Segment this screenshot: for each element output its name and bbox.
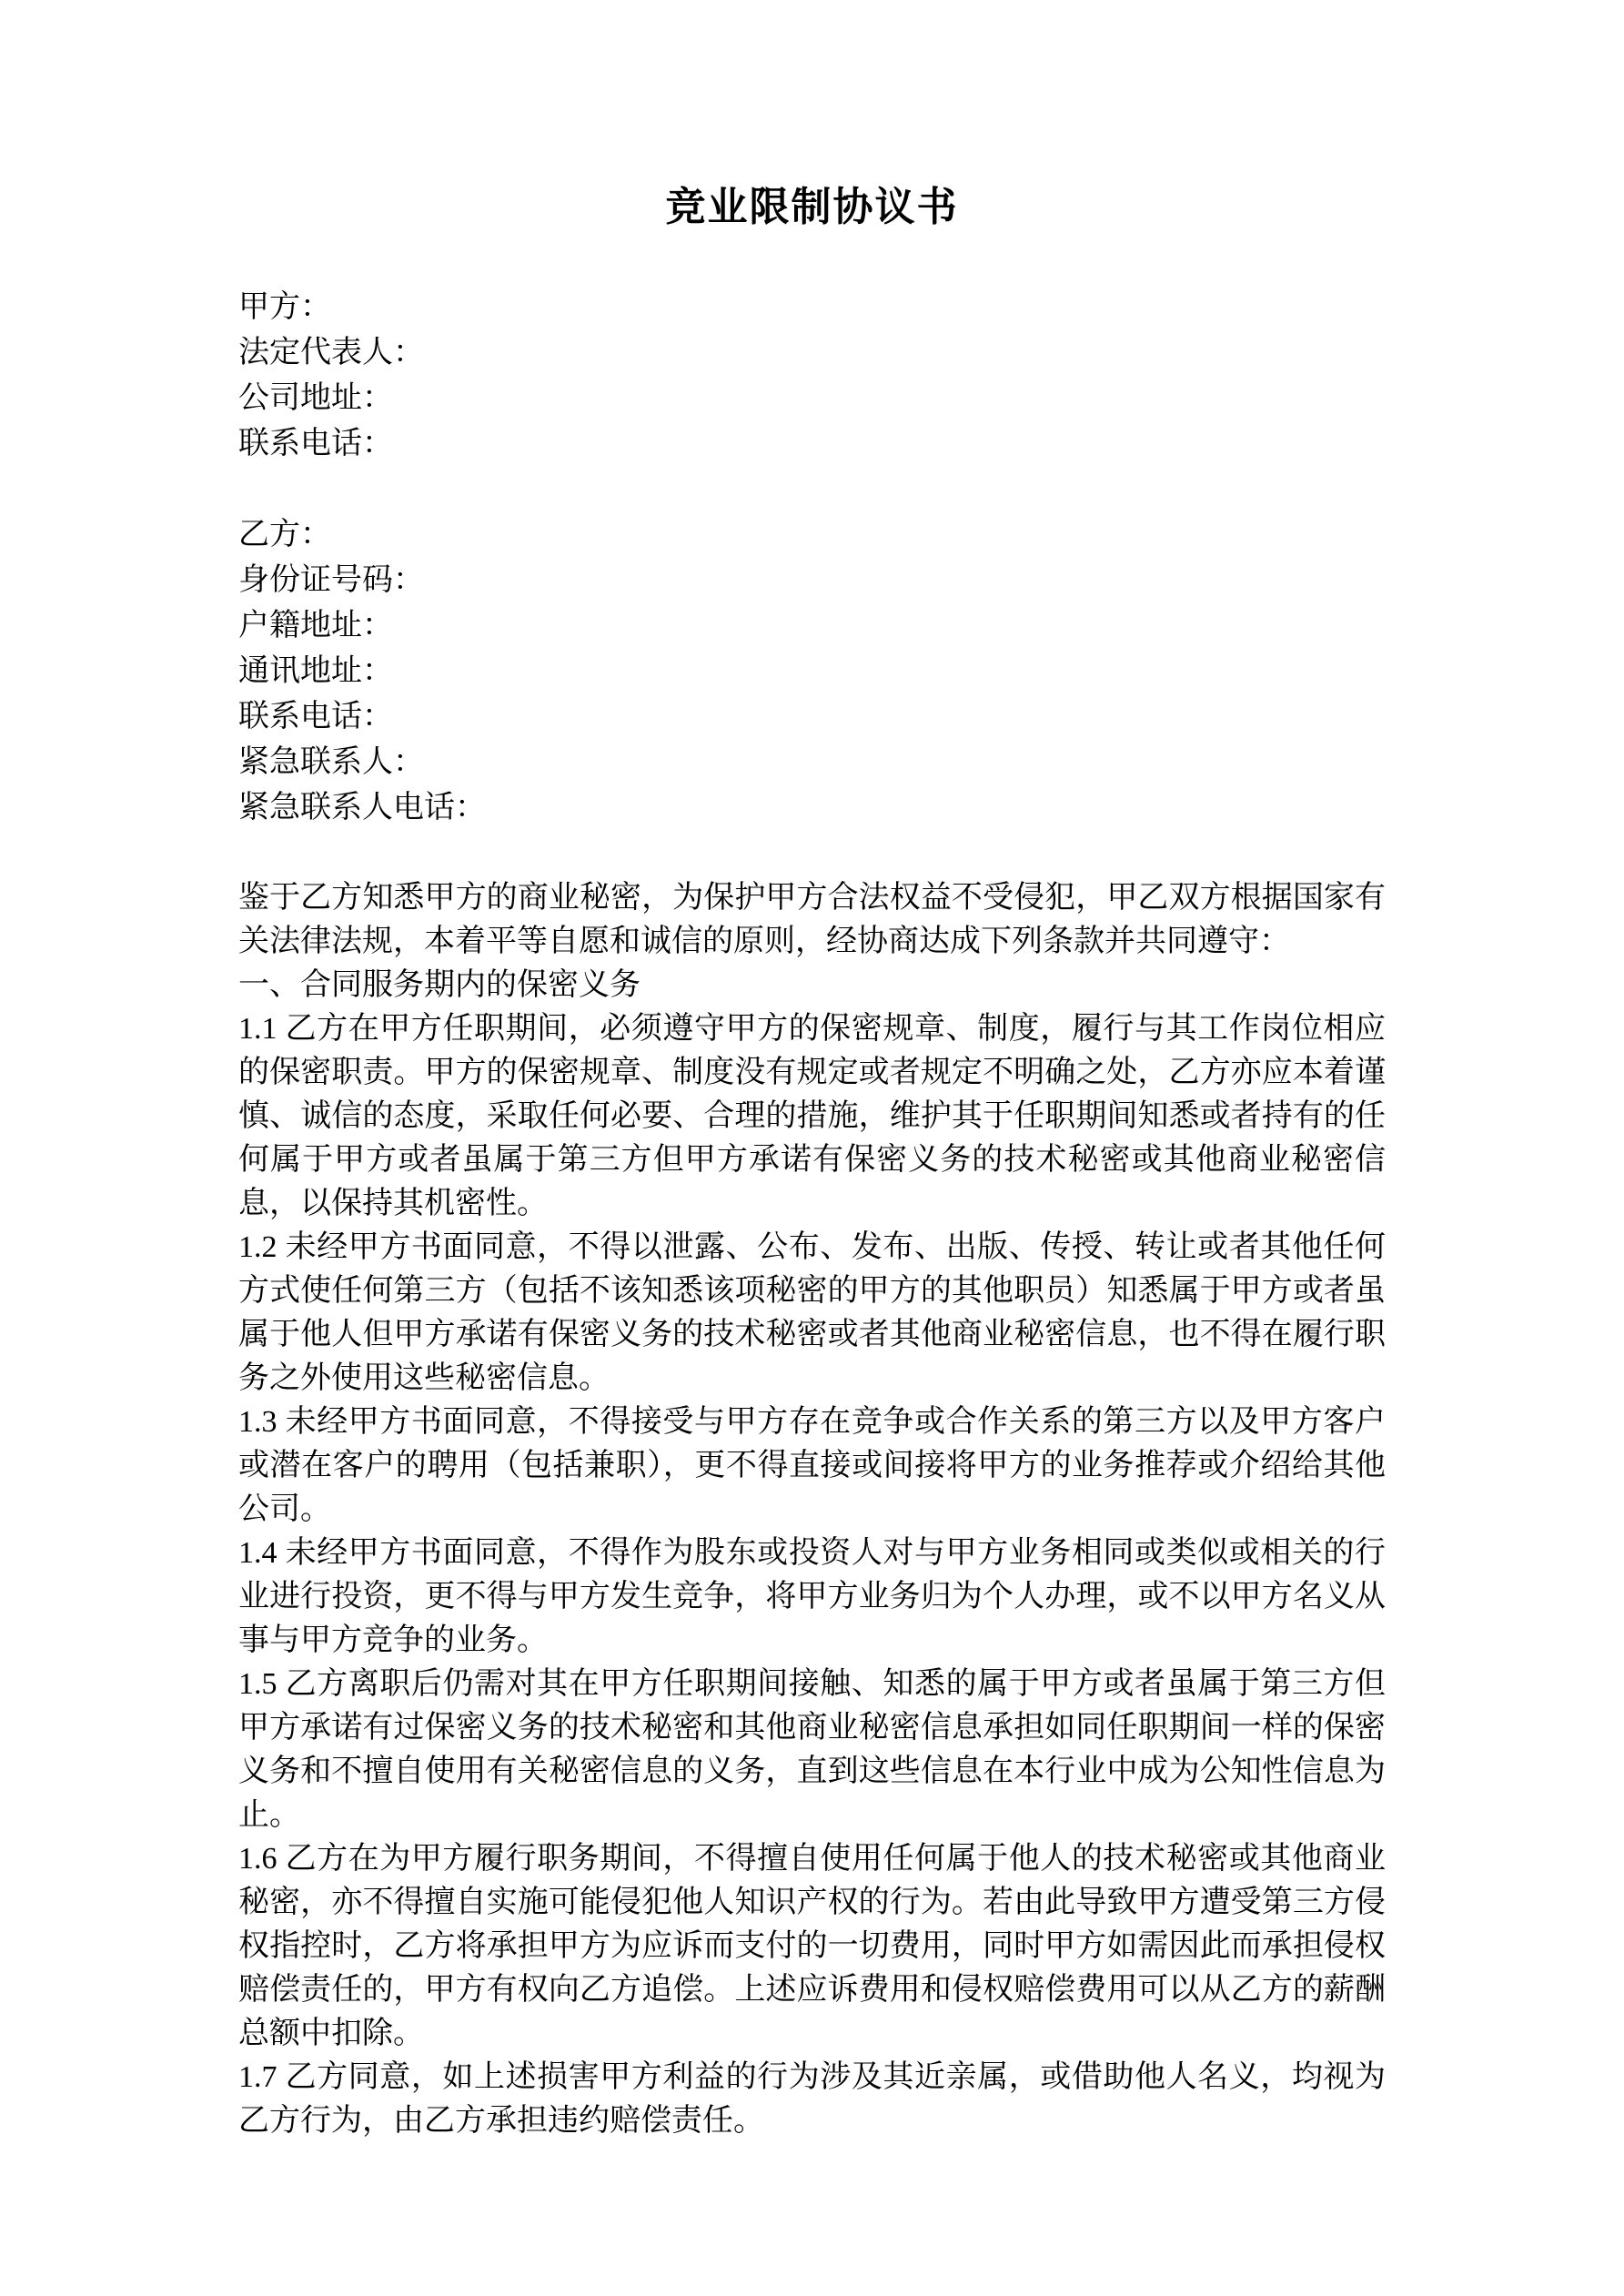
party-b-block [238, 512, 1386, 831]
section-1-heading: 一、合同服务期内的保密义务 [238, 968, 641, 1002]
block-gap [238, 831, 1386, 876]
page-title: 竞业限制协议书 [665, 185, 959, 229]
clause-1-1-paragraph: 1.1 乙方在甲方任职期间，必须遵守甲方的保密规章、制度，履行与其工作岗位相应的保密职责。甲方的保密规章、制度没有规定或者规定不明确之处，乙方亦应本着谨慎、诚信的态度，采取任何必要、合理的措施，维护其于任职期间知悉或者持有的任何属于甲方或者虽属于第三方但甲方承诺有保密义务的技术秘密或其他商业秘密信息，以保持其机密性。 [238, 1012, 1386, 1220]
block-gap [238, 467, 1386, 512]
party-a-phone-line: 联系电话： [238, 427, 393, 460]
party-b-id-number-line: 身份证号码： [238, 563, 424, 597]
party-a-legal-rep-line: 法定代表人： [238, 336, 424, 369]
party-b-mailing-address-line: 通讯地址： [238, 654, 393, 688]
clause-1-3-paragraph: 1.3 未经甲方书面同意，不得接受与甲方存在竞争或合作关系的第三方以及甲方客户或潜在客户的聘用（包括兼职），更不得直接或间接将甲方的业务推荐或介绍给其他公司。 [238, 1405, 1386, 1526]
party-b-emergency-contact-line: 紧急联系人： [238, 745, 424, 779]
party-b-phone-line: 联系电话： [238, 700, 393, 733]
clause-1-2-paragraph: 1.2 未经甲方书面同意，不得以泄露、公布、发布、出版、传授、转让或者其他任何方式使任何第三方（包括不该知悉该项秘密的甲方的其他职员）知悉属于甲方或者虽属于他人但甲方承诺有保密义务的技术秘密或者其他商业秘密信息，也不得在履行职务之外使用这些秘密信息。 [238, 1230, 1386, 1395]
clause-1-4-paragraph: 1.4 未经甲方书面同意，不得作为股东或投资人对与甲方业务相同或类似或相关的行业进行投资，更不得与甲方发生竞争，将甲方业务归为个人办理，或不以甲方名义从事与甲方竞争的业务。 [238, 1536, 1386, 1657]
clause-1-7-paragraph: 1.7 乙方同意，如上述损害甲方利益的行为涉及其近亲属，或借助他人名义，均视为乙方行为，由乙方承担违约赔偿责任。 [238, 2060, 1386, 2138]
clause-1-5-paragraph: 1.5 乙方离职后仍需对其在甲方任职期间接触、知悉的属于甲方或者虽属于第三方但甲方承诺有过保密义务的技术秘密和其他商业秘密信息承担如同任职期间一样的保密义务和不擅自使用有关秘密信息的义务，直到这些信息在本行业中成为公知性信息为止。 [238, 1667, 1386, 1832]
preamble-paragraph: 鉴于乙方知悉甲方的商业秘密，为保护甲方合法权益不受侵犯，甲乙双方根据国家有关法律法规，本着平等自愿和诚信的原则，经协商达成下列条款并共同遵守： [238, 881, 1386, 958]
clause-1-6-paragraph: 1.6 乙方在为甲方履行职务期间，不得擅自使用任何属于他人的技术秘密或其他商业秘密，亦不得擅自实施可能侵犯他人知识产权的行为。若由此导致甲方遭受第三方侵权指控时，乙方将承担甲方为应诉而支付的一切费用，同时甲方如需因此而承担侵权赔偿责任的，甲方有权向乙方追偿。上述应诉费用和侵权赔偿费用可以从乙方的薪酬总额中扣除。 [238, 1842, 1386, 2050]
party-a-address-line: 公司地址： [238, 381, 393, 415]
party-b-name-line: 乙方： [238, 518, 331, 551]
party-b-registered-address-line: 户籍地址： [238, 609, 393, 642]
party-b-emergency-phone-line: 紧急联系人电话： [238, 791, 486, 824]
party-a-name-line: 甲方： [238, 290, 331, 324]
party-a-block [238, 285, 1386, 467]
